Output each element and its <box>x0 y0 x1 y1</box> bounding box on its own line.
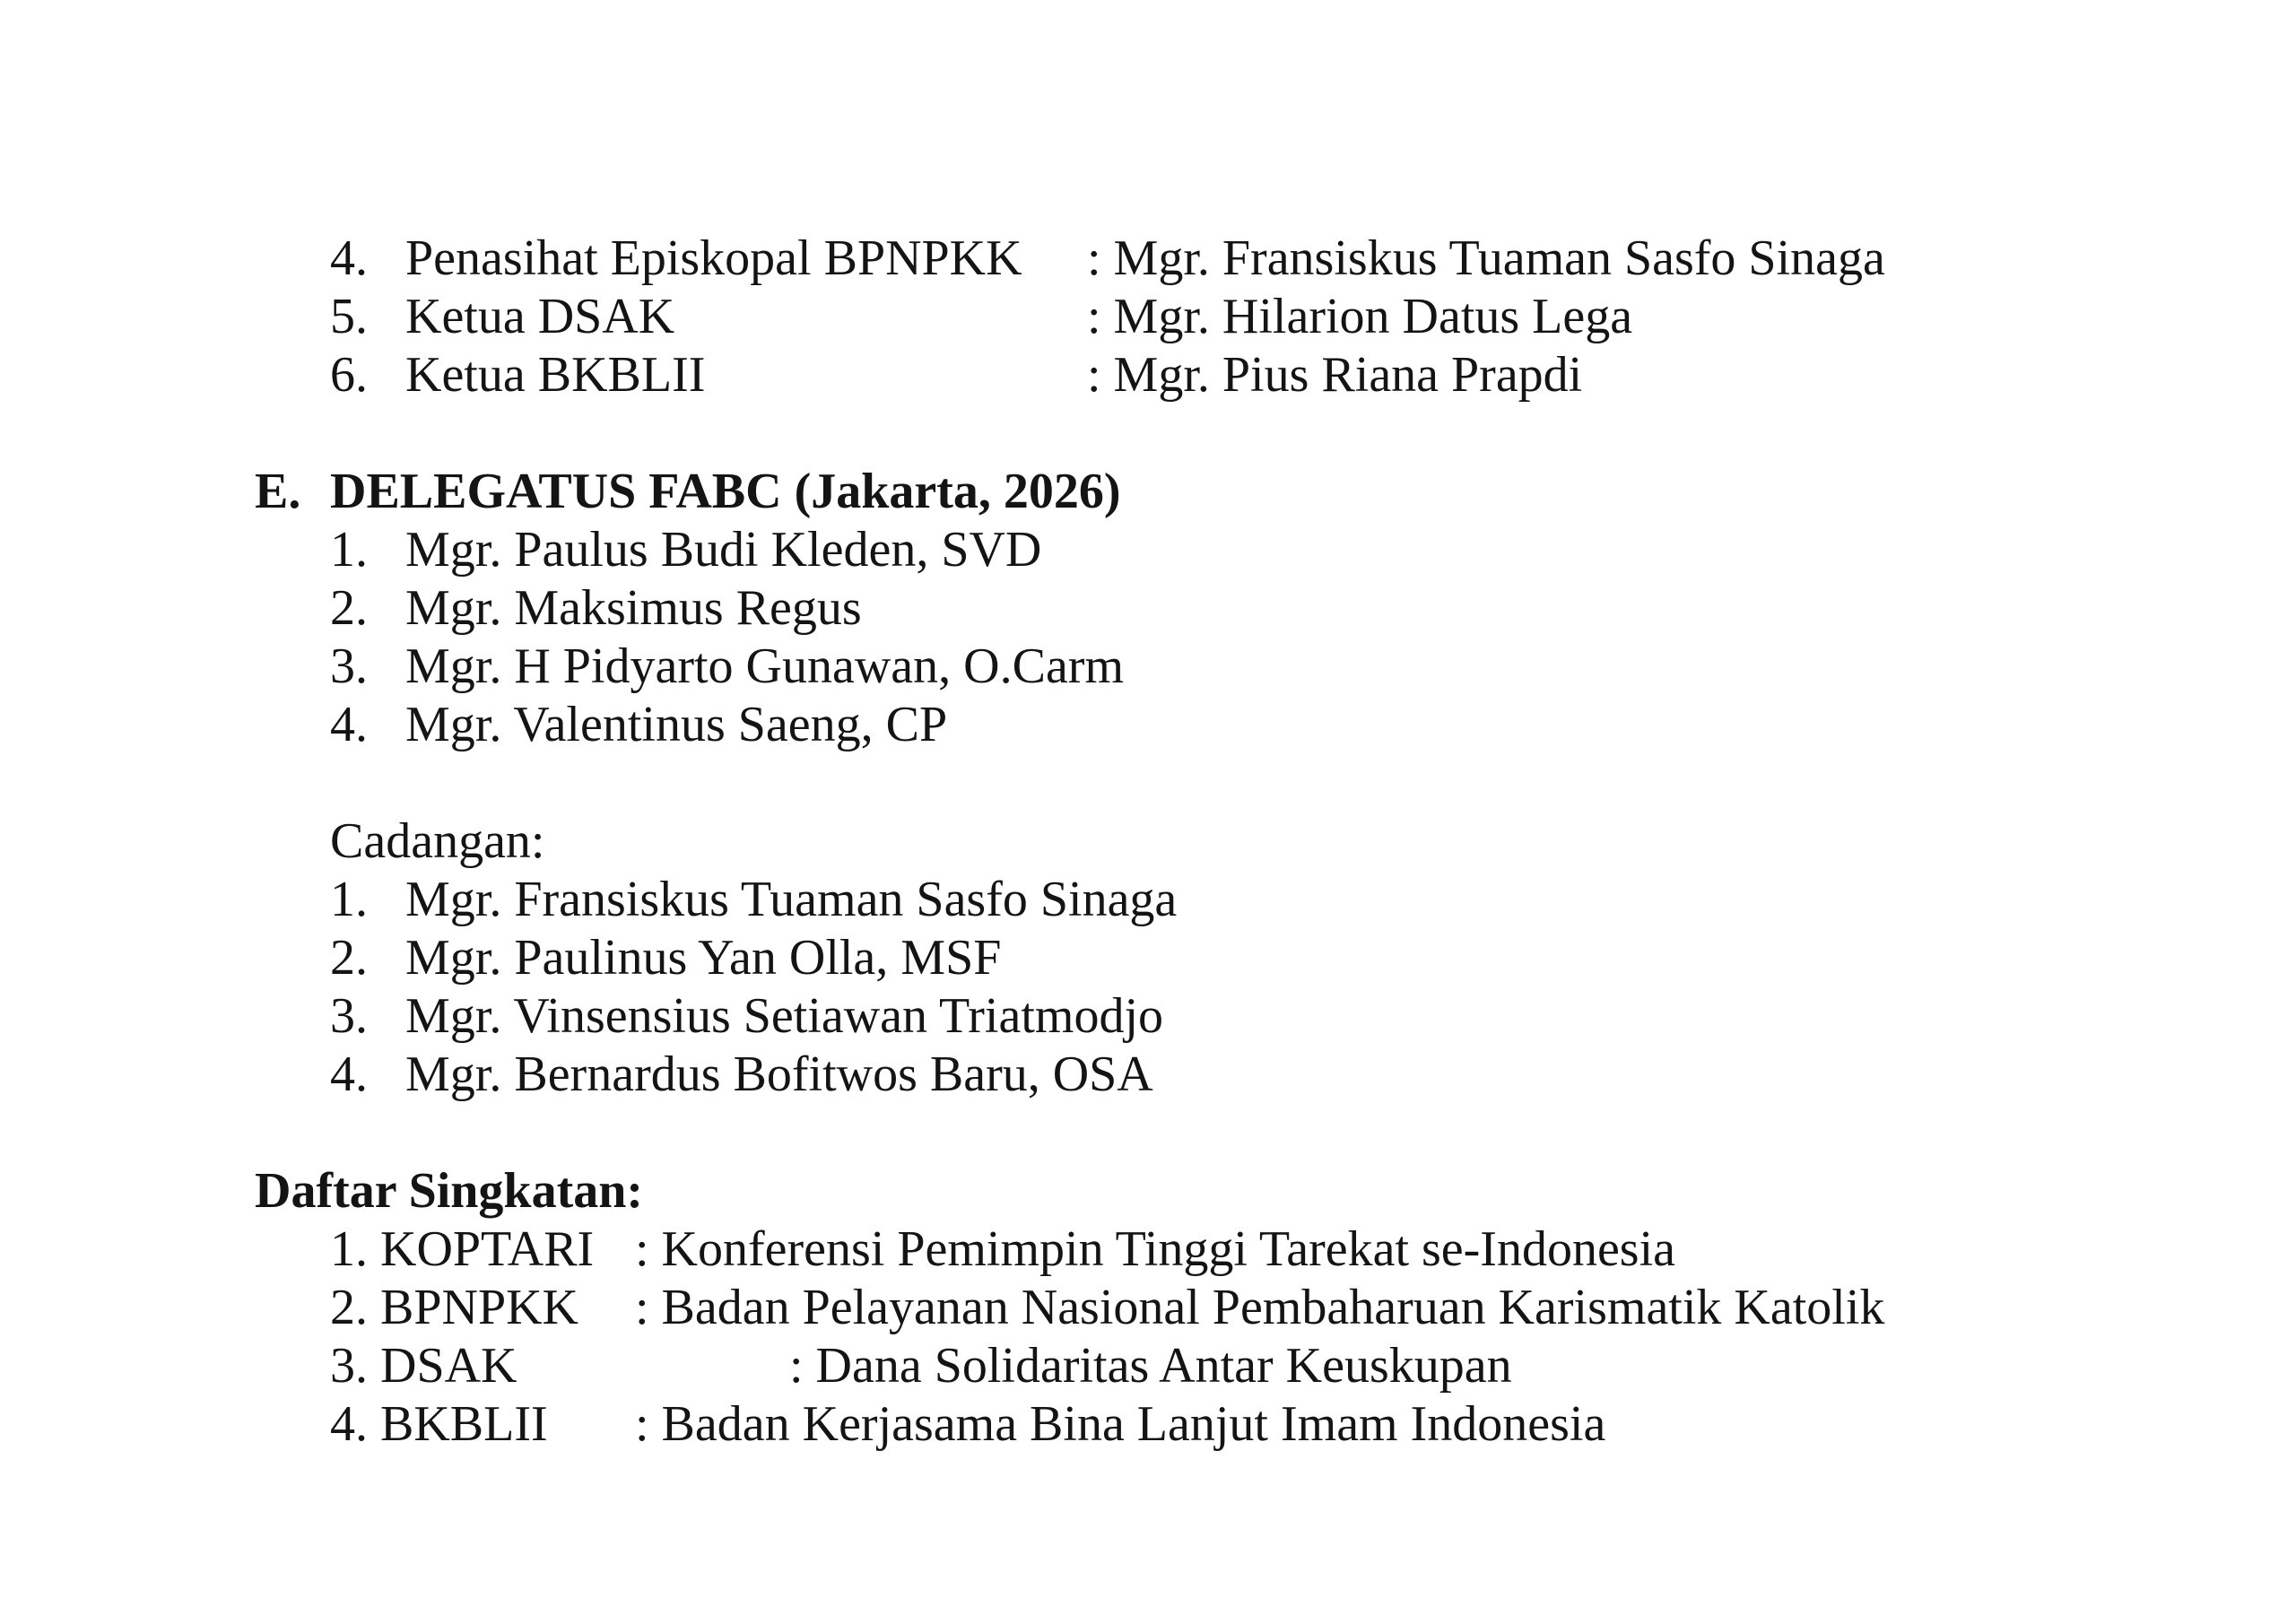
list-number: 5. <box>330 289 368 344</box>
abbreviation-definition: : Dana Solidaritas Antar Keuskupan <box>789 1338 1512 1394</box>
list-number: 4. <box>330 697 368 752</box>
list-number: 4. <box>330 1047 368 1102</box>
list-number: 6. <box>330 347 368 403</box>
section-title: DELEGATUS FABC (Jakarta, 2026) <box>330 464 1121 519</box>
section-letter: E. <box>255 464 301 519</box>
reserve-name: Mgr. Vinsensius Setiawan Triatmodjo <box>405 988 1164 1044</box>
position-label: Penasihat Episkopal BPNPKK <box>405 230 1022 286</box>
position-holder: : Mgr. Fransiskus Tuaman Sasfo Sinaga <box>1087 230 1885 286</box>
delegate-name: Mgr. Paulus Budi Kleden, SVD <box>405 522 1042 578</box>
abbreviation-term: 2. BPNPKK <box>330 1280 578 1335</box>
list-number: 2. <box>330 930 368 986</box>
list-number: 1. <box>330 522 368 578</box>
abbreviations-title: Daftar Singkatan: <box>255 1163 644 1219</box>
delegate-name: Mgr. Maksimus Regus <box>405 580 862 636</box>
position-holder: : Mgr. Pius Riana Prapdi <box>1087 347 1583 403</box>
abbreviation-definition: : Konferensi Pemimpin Tinggi Tarekat se-Indonesia <box>635 1221 1676 1277</box>
reserve-name: Mgr. Fransiskus Tuaman Sasfo Sinaga <box>405 872 1178 927</box>
reserve-name: Mgr. Bernardus Bofitwos Baru, OSA <box>405 1047 1153 1102</box>
list-number: 3. <box>330 638 368 694</box>
reserve-name: Mgr. Paulinus Yan Olla, MSF <box>405 930 1002 986</box>
delegate-name: Mgr. H Pidyarto Gunawan, O.Carm <box>405 638 1125 694</box>
delegate-name: Mgr. Valentinus Saeng, CP <box>405 697 948 752</box>
abbreviation-term: 4. BKBLII <box>330 1396 548 1452</box>
list-number: 1. <box>330 872 368 927</box>
abbreviation-term: 1. KOPTARI <box>330 1221 595 1277</box>
reserve-label: Cadangan: <box>330 813 545 869</box>
list-number: 4. <box>330 230 368 286</box>
list-number: 2. <box>330 580 368 636</box>
position-label: Ketua DSAK <box>405 289 675 344</box>
abbreviation-term: 3. DSAK <box>330 1338 517 1394</box>
abbreviation-definition: : Badan Kerjasama Bina Lanjut Imam Indonesia <box>635 1396 1606 1452</box>
position-label: Ketua BKBLII <box>405 347 706 403</box>
abbreviation-definition: : Badan Pelayanan Nasional Pembaharuan Karismatik Katolik <box>635 1280 1885 1335</box>
position-holder: : Mgr. Hilarion Datus Lega <box>1087 289 1633 344</box>
list-number: 3. <box>330 988 368 1044</box>
